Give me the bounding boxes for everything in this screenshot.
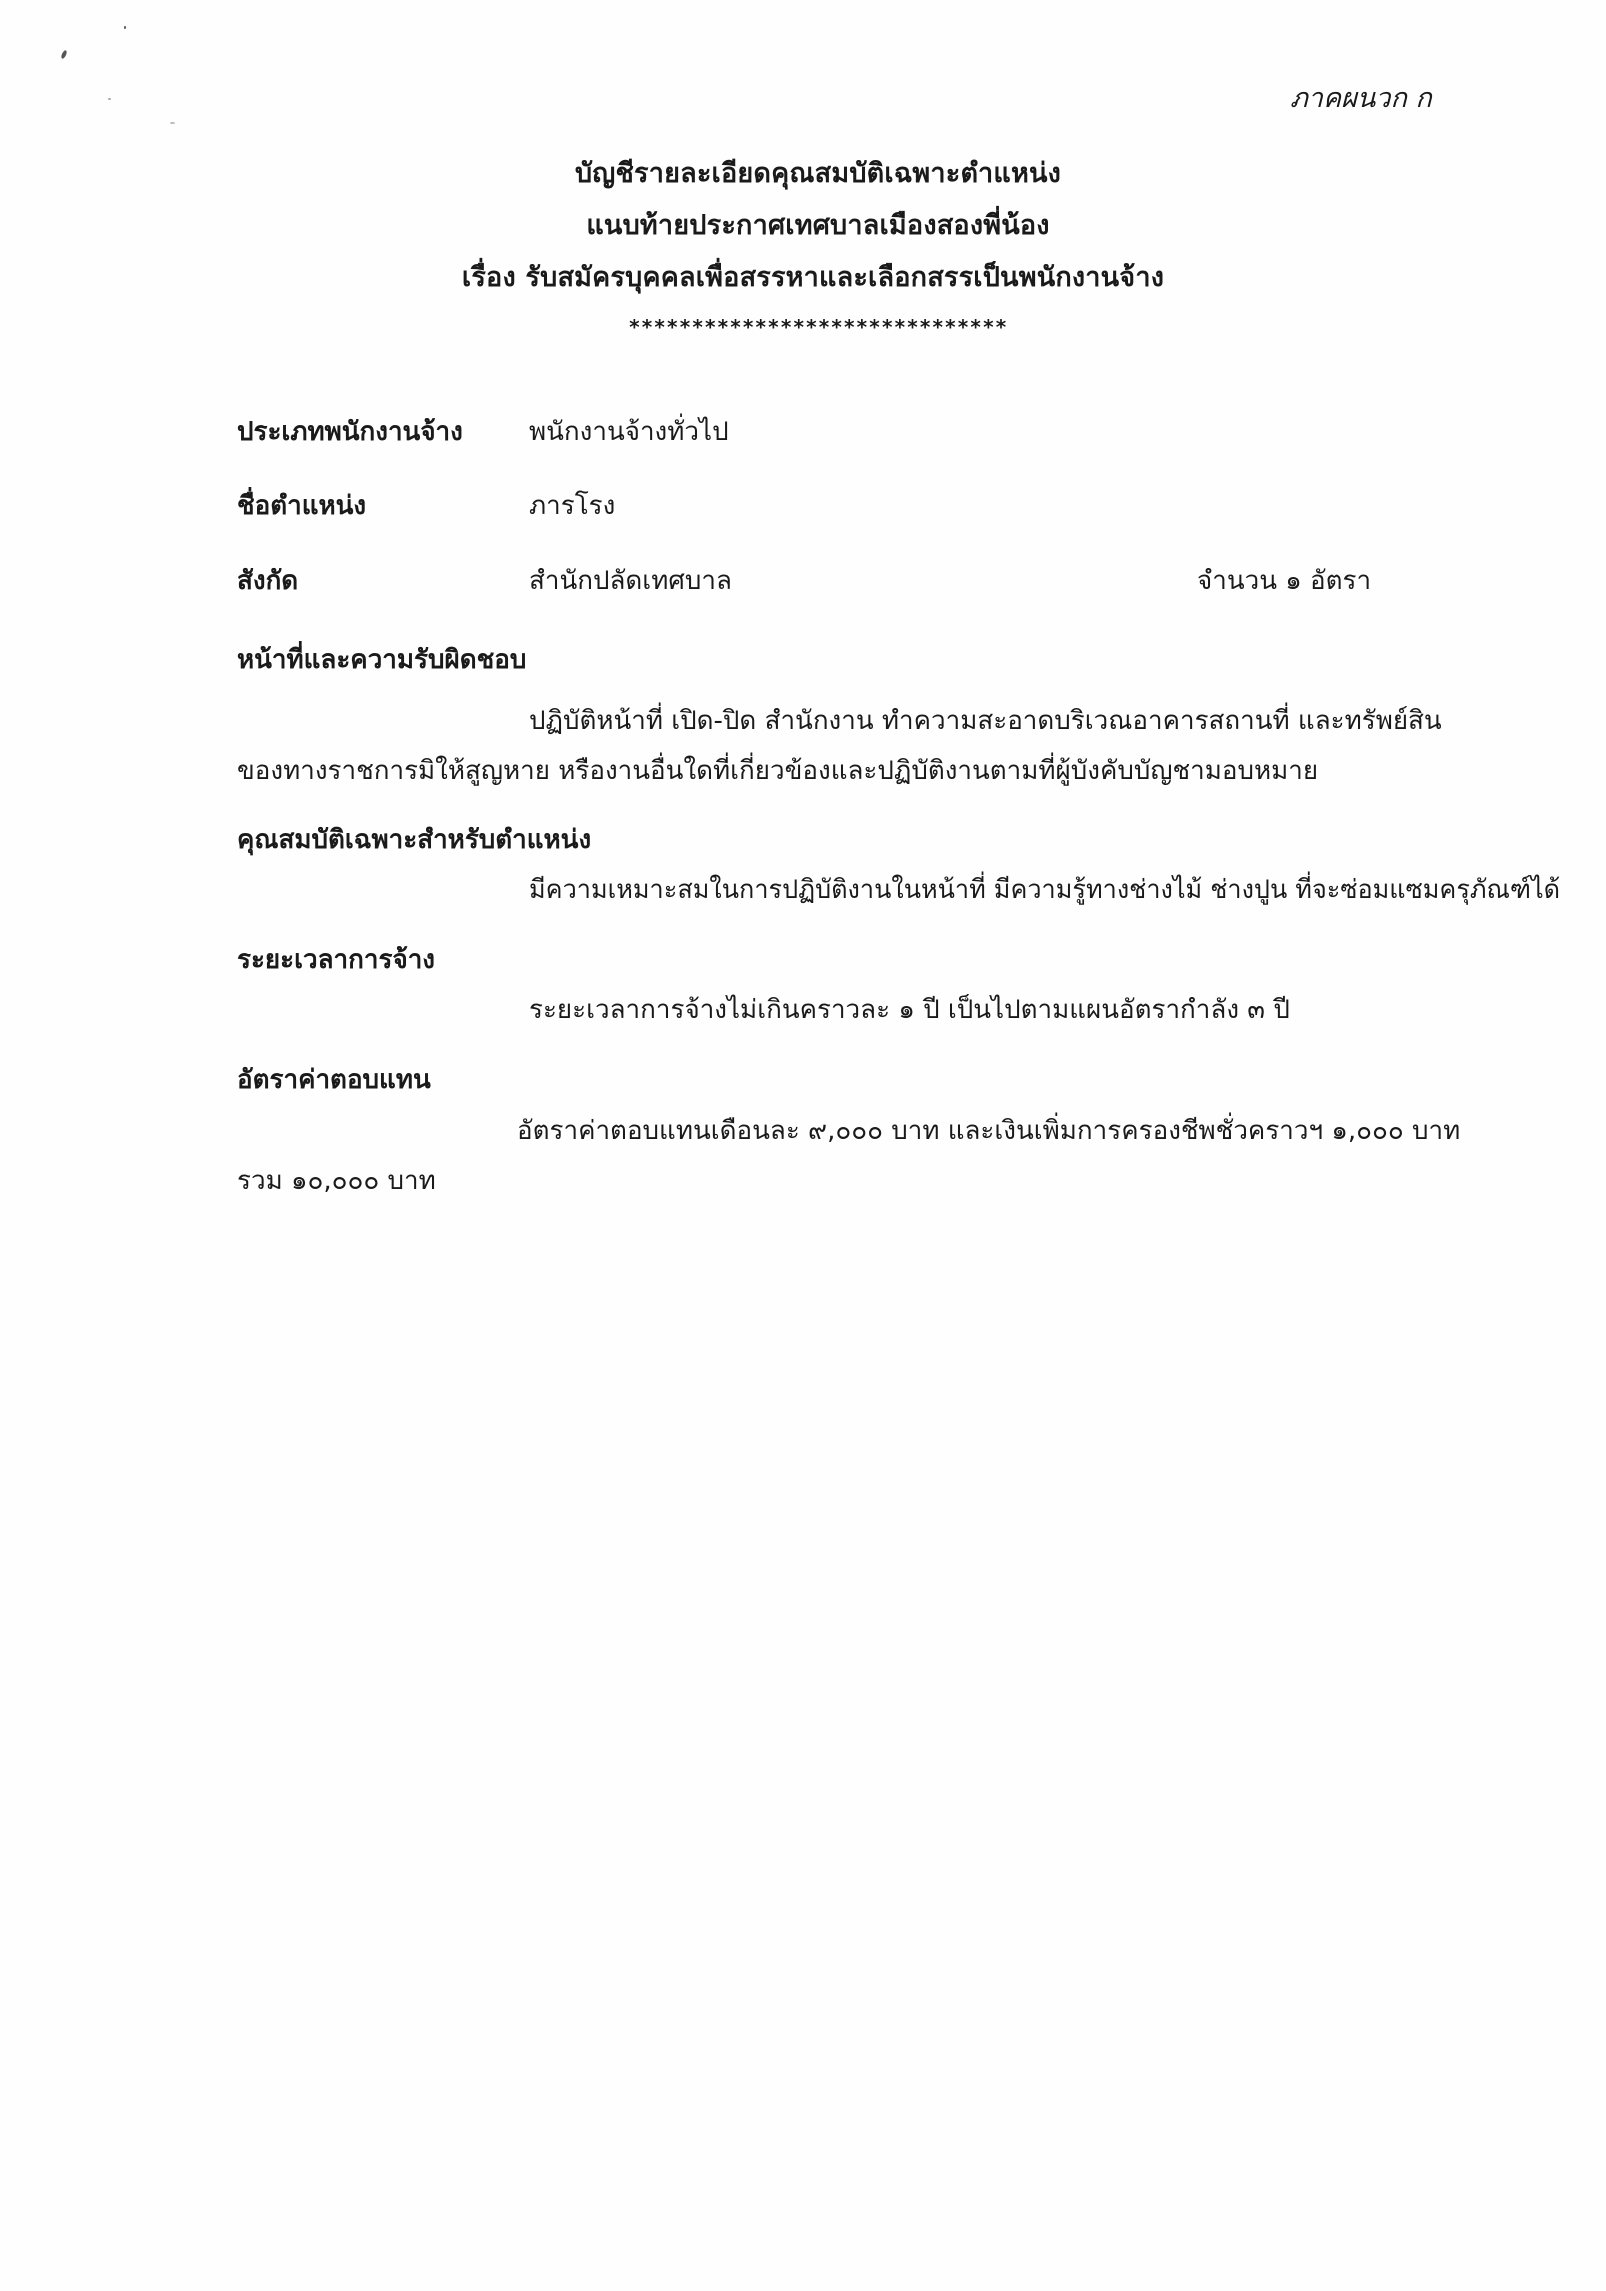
scan-speck xyxy=(60,50,67,60)
compensation-line: อัตราค่าตอบแทนเดือนละ ๙,๐๐๐ บาท และเงินเพิ่มการครองชีพชั่วคราวฯ ๑,๐๐๐ บาท xyxy=(517,1116,1461,1146)
employment-period-line: ระยะเวลาการจ้างไม่เกินคราวละ ๑ ปี เป็นไปตามแผนอัตรากำลัง ๓ ปี xyxy=(529,995,1290,1025)
title-line: เรื่อง รับสมัครบุคคลเพื่อสรรหาและเลือกสรรเป็นพนักงานจ้าง xyxy=(461,262,1165,293)
department-label: สังกัด xyxy=(237,566,299,596)
document-title xyxy=(0,148,1606,304)
scan-speck xyxy=(170,122,175,124)
scan-speck xyxy=(108,98,111,100)
position-value: ภารโรง xyxy=(529,491,616,521)
compensation-total: รวม ๑๐,๐๐๐ บาท xyxy=(237,1166,436,1196)
department-value: สำนักปลัดเทศบาล xyxy=(529,566,732,596)
duties-heading: หน้าที่และความรับผิดชอบ xyxy=(237,645,527,675)
position-count: จำนวน ๑ อัตรา xyxy=(1197,566,1372,596)
separator: ****************************** xyxy=(628,315,1008,339)
compensation-heading: อัตราค่าตอบแทน xyxy=(237,1065,431,1095)
title-line: แนบท้ายประกาศเทศบาลเมืองสองพี่น้อง xyxy=(586,210,1050,241)
duties-line: ของทางราชการมิให้สูญหาย หรืองานอื่นใดที่เกี่ยวข้องและปฏิบัติงานตามที่ผู้บังคับบัญชามอบหมาย xyxy=(237,756,1319,786)
employment-period-heading: ระยะเวลาการจ้าง xyxy=(237,945,435,975)
employee-type-label: ประเภทพนักงานจ้าง xyxy=(237,417,463,447)
qualifications-line: มีความเหมาะสมในการปฏิบัติงานในหน้าที่ มีความรู้ทางช่างไม้ ช่างปูน ที่จะซ่อมแซมครุภัณฑ์ได้ xyxy=(529,875,1561,905)
title-line: บัญชีรายละเอียดคุณสมบัติเฉพาะตำแหน่ง xyxy=(574,158,1062,189)
qualifications-heading: คุณสมบัติเฉพาะสำหรับตำแหน่ง xyxy=(237,825,592,855)
position-label: ชื่อตำแหน่ง xyxy=(237,491,367,521)
appendix-label: ภาคผนวก ก xyxy=(1290,83,1432,114)
scan-speck xyxy=(124,26,126,29)
employee-type-value: พนักงานจ้างทั่วไป xyxy=(529,417,729,447)
duties-line: ปฏิบัติหน้าที่ เปิด-ปิด สำนักงาน ทำความสะอาดบริเวณอาคารสถานที่ และทรัพย์สิน xyxy=(529,706,1442,736)
